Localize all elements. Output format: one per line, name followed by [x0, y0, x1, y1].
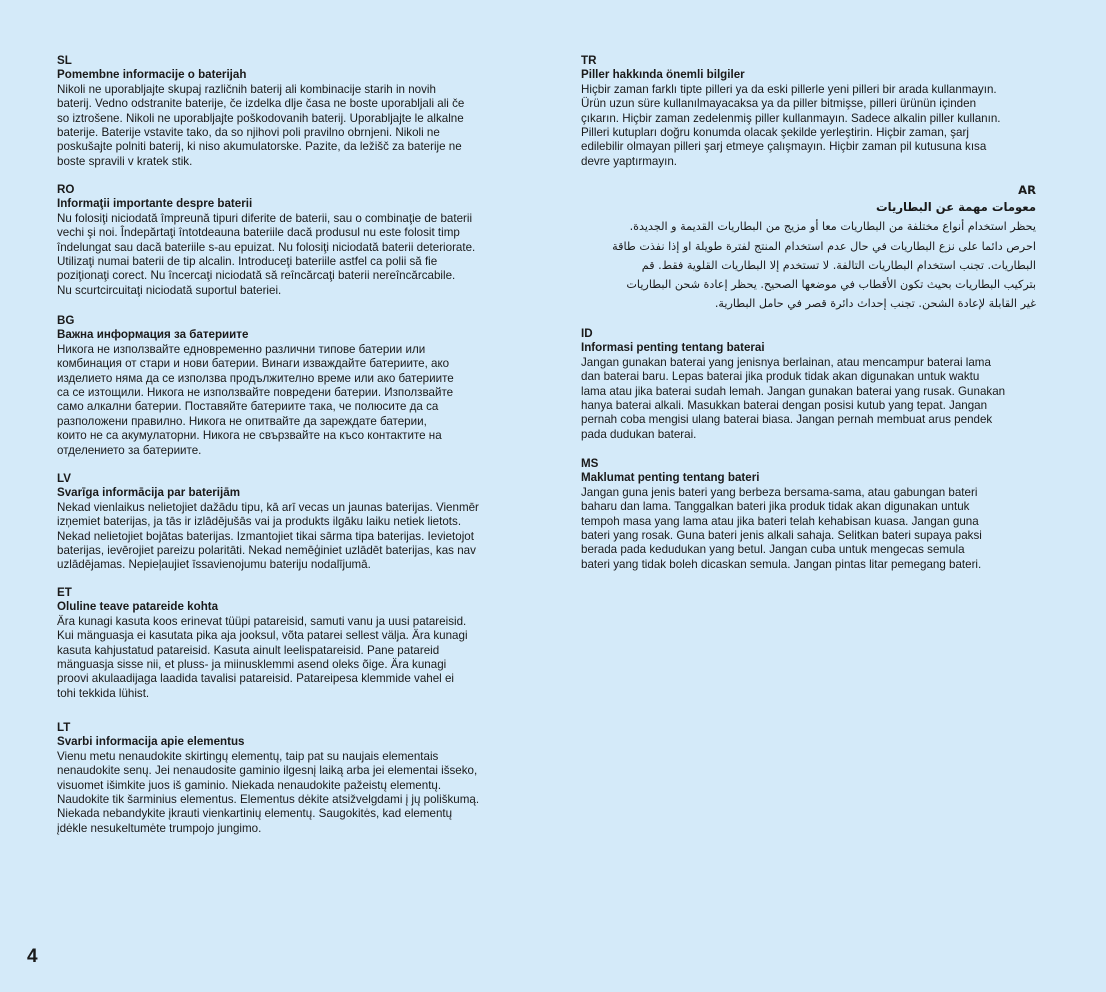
body-line: îndelungat sau dacă bateriile s-au epuizat. Nu folosiţi niciodată baterii deteriorate. — [57, 240, 476, 254]
body-line: devre yaptırmayın. — [581, 154, 678, 168]
body-line: berada pada kedudukan yang betul. Jangan cuba untuk mengecas semula — [581, 543, 965, 557]
body-line: Ära kunagi kasuta koos erinevat tüüpi patareisid, samuti vanu ja uusi patareisid. — [57, 614, 467, 628]
body-line: baterijas, ievērojiet pareizu polaritāti. Nekad nemēģiniet uzlādēt baterijas, kas nav — [57, 544, 476, 558]
body-line: mänguasja sisse nii, et pluss- ja miinusklemmi asend oleks õige. Ära kunagi — [57, 658, 447, 672]
language-code: ET — [57, 586, 72, 599]
language-code: AR — [1018, 183, 1036, 197]
section-heading: Pomembne informacije o baterijah — [57, 68, 247, 82]
section-heading: Informaţii importante despre baterii — [57, 197, 253, 211]
body-line: Vienu metu nenaudokite skirtingų elementų, taip pat su naujais elementais — [57, 749, 439, 763]
body-line: само алкални батерии. Поставяйте батериите така, че полюсите да са — [57, 400, 439, 414]
body-line: pada dudukan baterai. — [581, 427, 697, 441]
sec-ro — [57, 183, 527, 298]
body-line: Nikoli ne uporabljajte skupaj različnih baterij ali kombinacije starih in novih — [57, 82, 436, 96]
section-heading: Svarbi informacija apie elementus — [57, 735, 245, 749]
language-code: RO — [57, 183, 75, 196]
sec-lv — [57, 472, 527, 573]
body-line: които не са акумулаторни. Никога не свързвайте на късо контактите на — [57, 429, 442, 443]
body-line: разположени правилно. Никога не опитвайте да зареждате батерии, — [57, 414, 427, 428]
sec-tr — [581, 54, 1051, 169]
body-line: poskušajte polniti baterij, ki niso akumulatorske. Pazite, da ležišč za baterije ne — [57, 140, 462, 154]
sec-sl — [57, 54, 527, 169]
language-code: ID — [581, 327, 593, 340]
body-line: Ürün uzun süre kullanılmayacaksa ya da piller bitmişse, pilleri ürünün içinden — [581, 97, 977, 111]
section-heading: Svarīga informācija par baterijām — [57, 486, 240, 500]
body-line: çıkarın. Hiçbir zaman zedelenmiş piller kullanmayın. Sadece alkalin piller kullanın. — [581, 111, 1001, 125]
body-line: Nekad nelietojiet bojātas baterijas. Izmantojiet tikai sārma tipa baterijas. Ievietojot — [57, 529, 474, 543]
body-line: са се изтощили. Никога не използвайте повредени батерии. Използвайте — [57, 386, 454, 400]
body-line: tohi tekkida lühist. — [57, 686, 150, 700]
body-line: izņemiet baterijas, ja tās ir izlādējušās vai ja produkts ilgāku laiku netiek lietots. — [57, 515, 462, 529]
body-line: baterije. Baterije vstavite tako, da so njihovi poli pravilno obrnjeni. Nikoli ne — [57, 126, 440, 140]
body-line: baharu dan lama. Tanggalkan bateri jika produk tidak akan digunakan untuk — [581, 500, 970, 514]
body-line: بتركيب البطاريات بحيث تكون الأقطاب في موضعها الصحيح. يحظر إعادة شحن البطاريات — [626, 278, 1036, 292]
body-line: visuomet išimkite juos iš gaminio. Niekada nenaudokite pažeistų elementų. — [57, 778, 442, 792]
section-heading: معومات مهمة عن البطاريات — [875, 200, 1036, 215]
body-line: غير القابلة لإعادة الشحن. تجنب إحداث دائرة قصر في حامل البطارية. — [714, 297, 1036, 311]
sec-ar — [566, 183, 1036, 313]
body-line: pernah coba mengisi ulang baterai biasa. Jangan pernah membuat arus pendek — [581, 413, 993, 427]
language-code: LV — [57, 472, 71, 485]
sec-lt — [57, 721, 527, 836]
body-line: изделието няма да се използва продължително време или ако батериите — [57, 371, 454, 385]
body-line: so iztrošene. Nikoli ne uporabljajte poškodovanih baterij. Uporabljajte le alkalne — [57, 111, 464, 125]
body-line: nenaudokite senų. Jei nenaudosite gaminio ilgesnį laiką arba jei elementai išseko, — [57, 764, 478, 778]
body-line: įdėkle nesukeltumėte trumpojo jungimo. — [57, 821, 262, 835]
body-line: Naudokite tik šarminius elementus. Elementus dėkite atsižvelgdami į jų poliškumą. — [57, 793, 480, 807]
body-line: Jangan guna jenis bateri yang berbeza bersama-sama, atau gabungan bateri — [581, 485, 978, 499]
body-line: Niekada nebandykite įkrauti vienkartinių elementų. Saugokitės, kad elementų — [57, 807, 453, 821]
body-line: edilebilir olmayan pilleri şarj etmeye çalışmayın. Hiçbir zaman pil kutusuna kısa — [581, 140, 987, 154]
body-line: hanya baterai alkali. Masukkan baterai dengan posisi kutub yang tepat. Jangan — [581, 399, 988, 413]
body-line: Jangan gunakan baterai yang jenisnya berlainan, atau mencampur baterai lama — [581, 355, 991, 369]
body-line: احرص دائما على نزع البطاريات في حال عدم استخدام المنتج لفترة طويلة او إذا نفذت طاقة — [612, 239, 1036, 253]
body-line: البطاريات. تجنب استخدام البطاريات التالفة. لا تستخدم إلا البطاريات القلوية فقط. قم — [641, 258, 1036, 272]
body-line: boste spravili v kratek stik. — [57, 154, 193, 168]
section-heading: Важна информация за батериите — [57, 328, 249, 342]
body-line: يحظر استخدام أنواع مختلفة من البطاريات معا أو مزيج من البطاريات القديمة و الجديدة. — [629, 220, 1036, 234]
section-heading: Piller hakkında önemli bilgiler — [581, 68, 745, 82]
language-code: TR — [581, 54, 597, 67]
page-number: 4 — [27, 946, 38, 967]
body-line: bateri yang rosak. Guna bateri jenis alkali sahaja. Selitkan bateri supaya paksi — [581, 529, 982, 543]
language-code: BG — [57, 314, 75, 327]
sec-et — [57, 586, 527, 701]
section-heading: Oluline teave patareide kohta — [57, 600, 219, 614]
section-heading: Informasi penting tentang baterai — [581, 341, 765, 355]
body-line: bateri yang tidak boleh dicaskan semula. Jangan pintas litar pemegang bateri. — [581, 557, 982, 571]
sec-bg — [57, 314, 527, 458]
body-line: Utilizaţi numai baterii de tip alcalin. Introduceţi bateriile astfel ca polii să fie — [57, 255, 438, 269]
body-line: отделението за батериите. — [57, 443, 202, 457]
body-line: vechi şi noi. Îndepărtaţi întotdeauna bateriile dacă produsul nu este folosit timp — [57, 226, 460, 240]
section-heading: Maklumat penting tentang bateri — [581, 471, 760, 485]
body-line: lama atau jika baterai sudah lemah. Jangan gunakan baterai yang rusak. Gunakan — [581, 384, 1006, 398]
body-line: poziţionaţi corect. Nu încercaţi niciodată să reîncărcaţi baterii nereîncărcabile. — [57, 269, 456, 283]
body-line: tempoh masa yang lama atau jika bateri telah kehabisan kuasa. Jangan guna — [581, 514, 979, 528]
language-code: SL — [57, 54, 72, 67]
body-line: Hiçbir zaman farklı tipte pilleri ya da eski pillerle yeni pilleri bir arada kullanmayın. — [581, 82, 997, 96]
body-line: kasuta kahjustatud patareisid. Kasuta ainult leelispatareisid. Pane patareid — [57, 643, 440, 657]
language-code: LT — [57, 721, 71, 734]
language-code: MS — [581, 457, 599, 470]
body-line: Nu folosiţi niciodată împreună tipuri diferite de baterii, sau o combinaţie de baterii — [57, 211, 473, 225]
body-line: uzlādējamas. Nepieļaujiet īssavienojumu bateriju nodalījumā. — [57, 558, 371, 572]
body-line: dan baterai baru. Lepas baterai jika produk tidak akan digunakan untuk waktu — [581, 370, 980, 384]
body-line: Nekad vienlaikus nelietojiet dažādu tipu, kā arī vecas un jaunas baterijas. Vienmēr — [57, 500, 479, 514]
body-line: комбинация от стари и нови батерии. Винаги изваждайте батериите, ако — [57, 357, 450, 371]
body-line: baterij. Vedno odstranite baterije, če izdelka dlje časa ne boste uporabljali ali če — [57, 97, 465, 111]
body-line: Никога не използвайте едновременно различни типове батерии или — [57, 342, 426, 356]
body-line: Nu scurtcircuitaţi niciodată suportul bateriei. — [57, 283, 282, 297]
sec-id — [581, 327, 1051, 442]
body-line: Pilleri kutupları doğru konumda olacak şekilde yerleştirin. Hiçbir zaman, şarj — [581, 126, 969, 140]
sec-ms — [581, 457, 1051, 572]
body-line: proovi akulaadijaga laadida tavalisi patareisid. Patareipesa klemmide vahel ei — [57, 672, 454, 686]
body-line: Kui mänguasja ei kasutata pika aja jooksul, võta patarei sellest välja. Ära kunagi — [57, 629, 468, 643]
